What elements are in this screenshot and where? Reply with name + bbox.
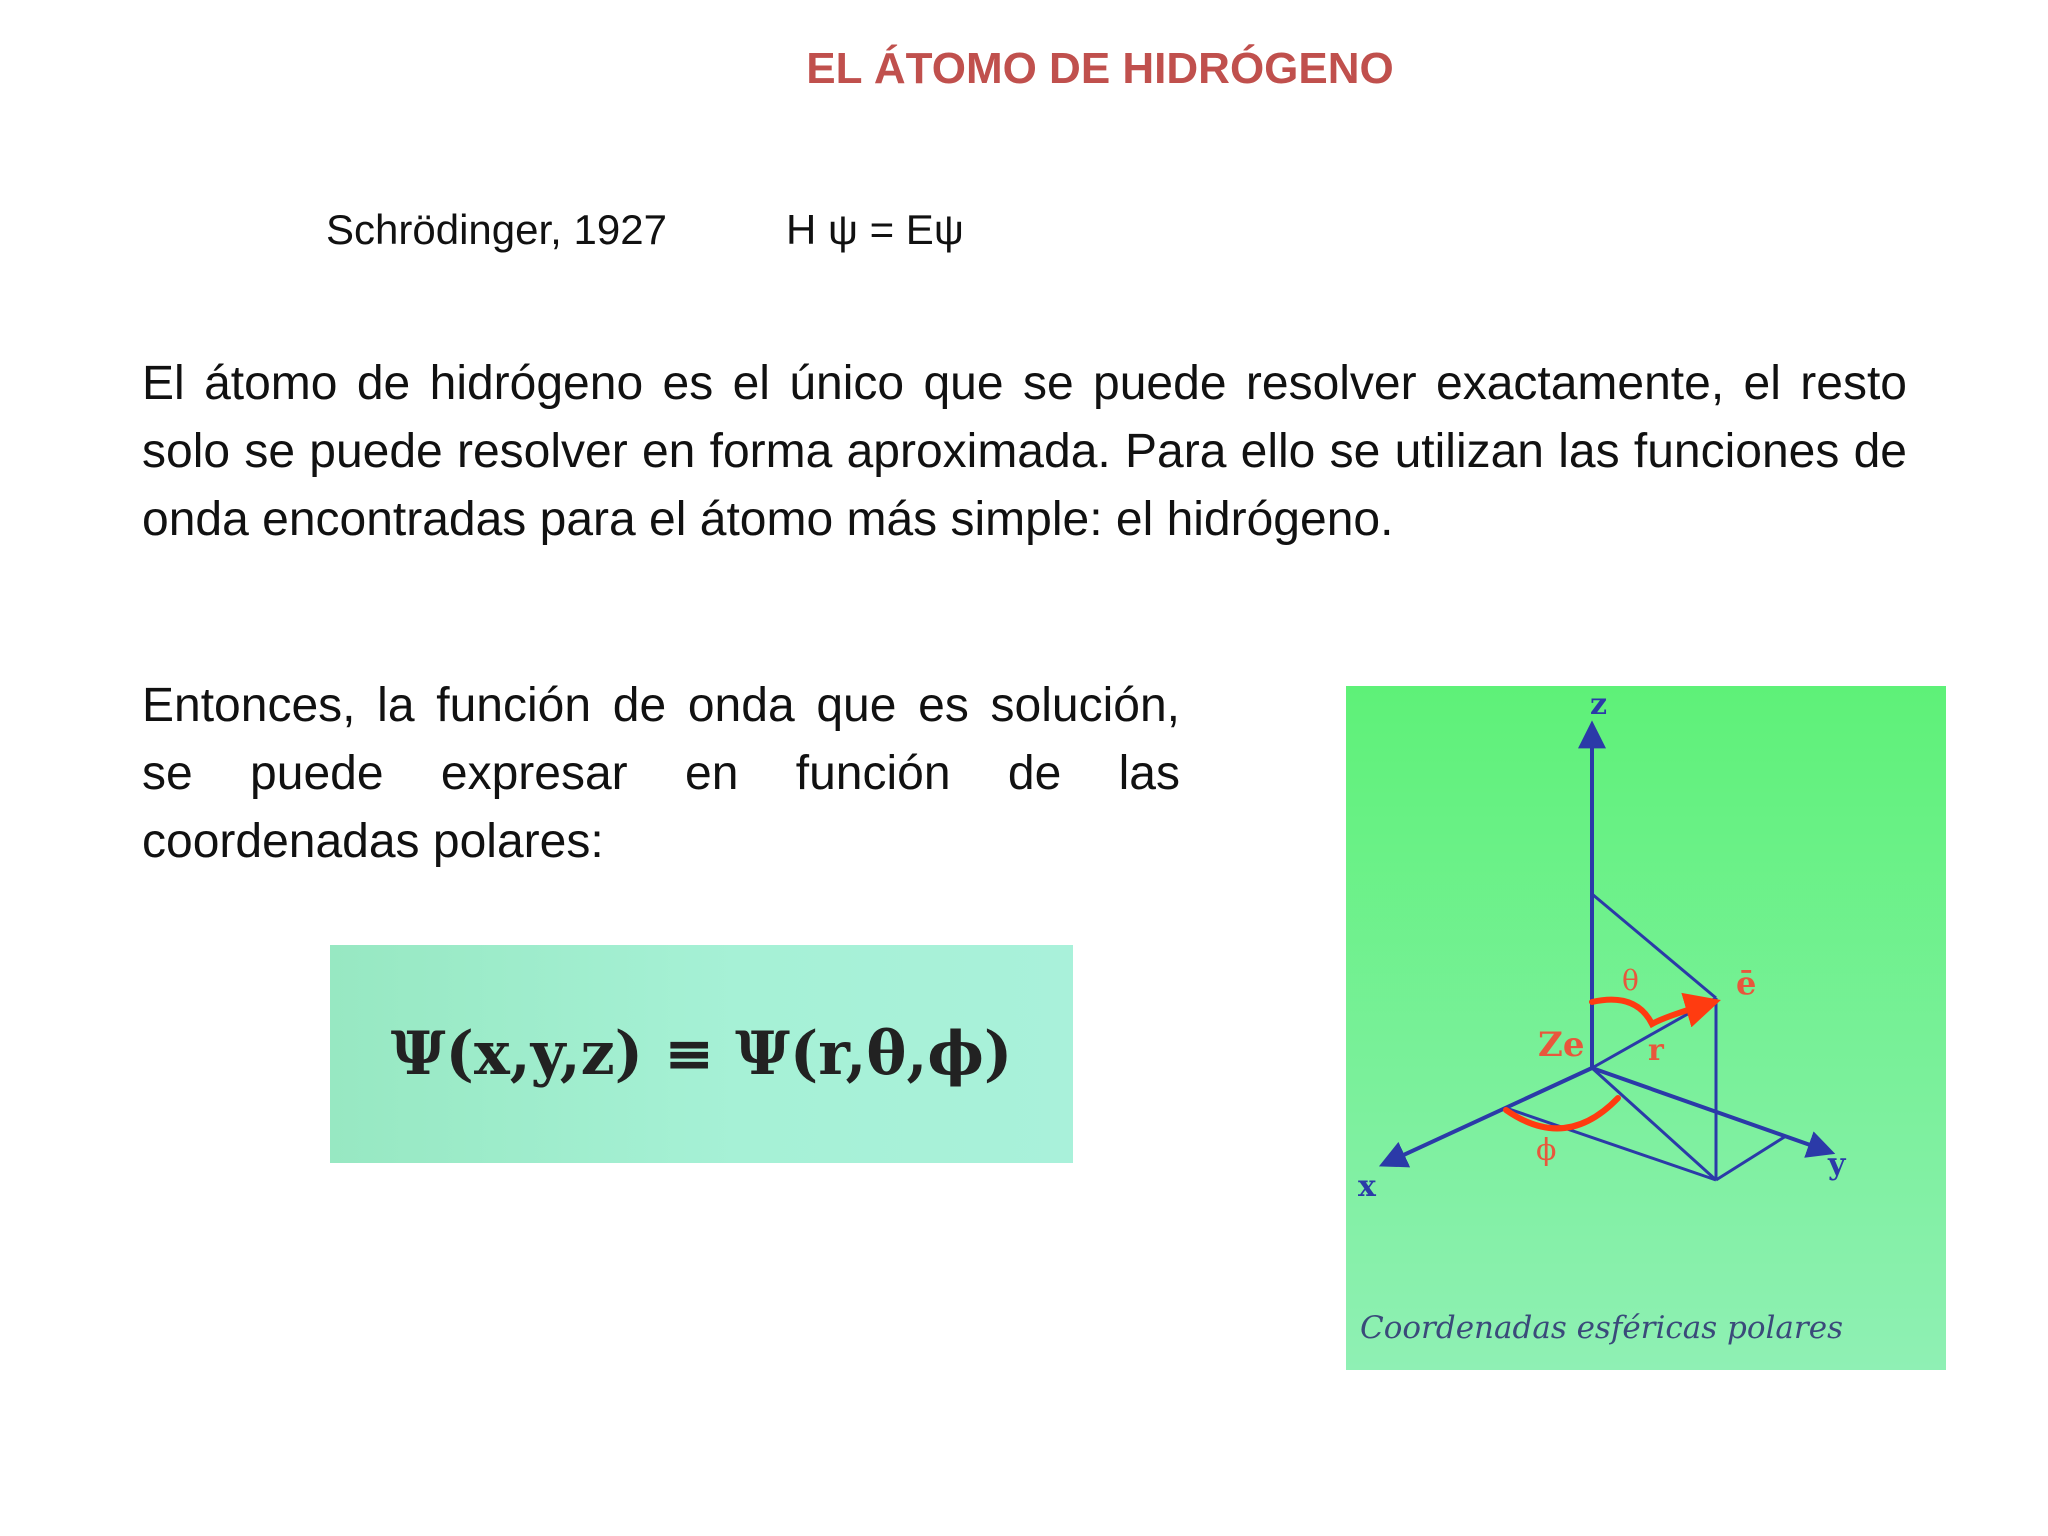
z-axis-label: z — [1590, 687, 1608, 722]
theta-label: θ — [1622, 964, 1639, 997]
wavefunction-formula: Ψ(x,y,z) ≡ Ψ(r,θ,ϕ) — [390, 1019, 1013, 1089]
y-axis-label: y — [1828, 1147, 1846, 1182]
author-year: Schrödinger, 1927 — [326, 206, 667, 253]
polar-coordinates-paragraph: Entonces, la función de onda que es solución, se puede expresar en función de las coordenadas polares: — [142, 679, 1180, 868]
diagram-caption: Coordenadas esféricas polares — [1360, 1310, 1843, 1346]
slide-title: EL ÁTOMO DE HIDRÓGENO — [806, 44, 1394, 93]
schrodinger-equation: H ψ = Eψ — [786, 206, 964, 253]
spherical-coordinates-diagram — [1346, 686, 1946, 1370]
intro-paragraph: El átomo de hidrógeno es el único que se puede resolver exactamente, el resto solo se puede resolver en forma aproximada. Para ello se utilizan las funciones de onda encontradas para el átomo más simple: el hidrógeno. — [142, 357, 1907, 546]
electron-label: ē — [1736, 964, 1757, 1002]
nucleus-label: Ze — [1538, 1025, 1585, 1065]
diagram-background — [1346, 686, 1946, 1370]
x-axis-label: x — [1358, 1169, 1376, 1204]
wavefunction-formula-box — [330, 945, 1073, 1163]
radius-label: r — [1648, 1033, 1664, 1068]
phi-label: ϕ — [1536, 1133, 1557, 1168]
